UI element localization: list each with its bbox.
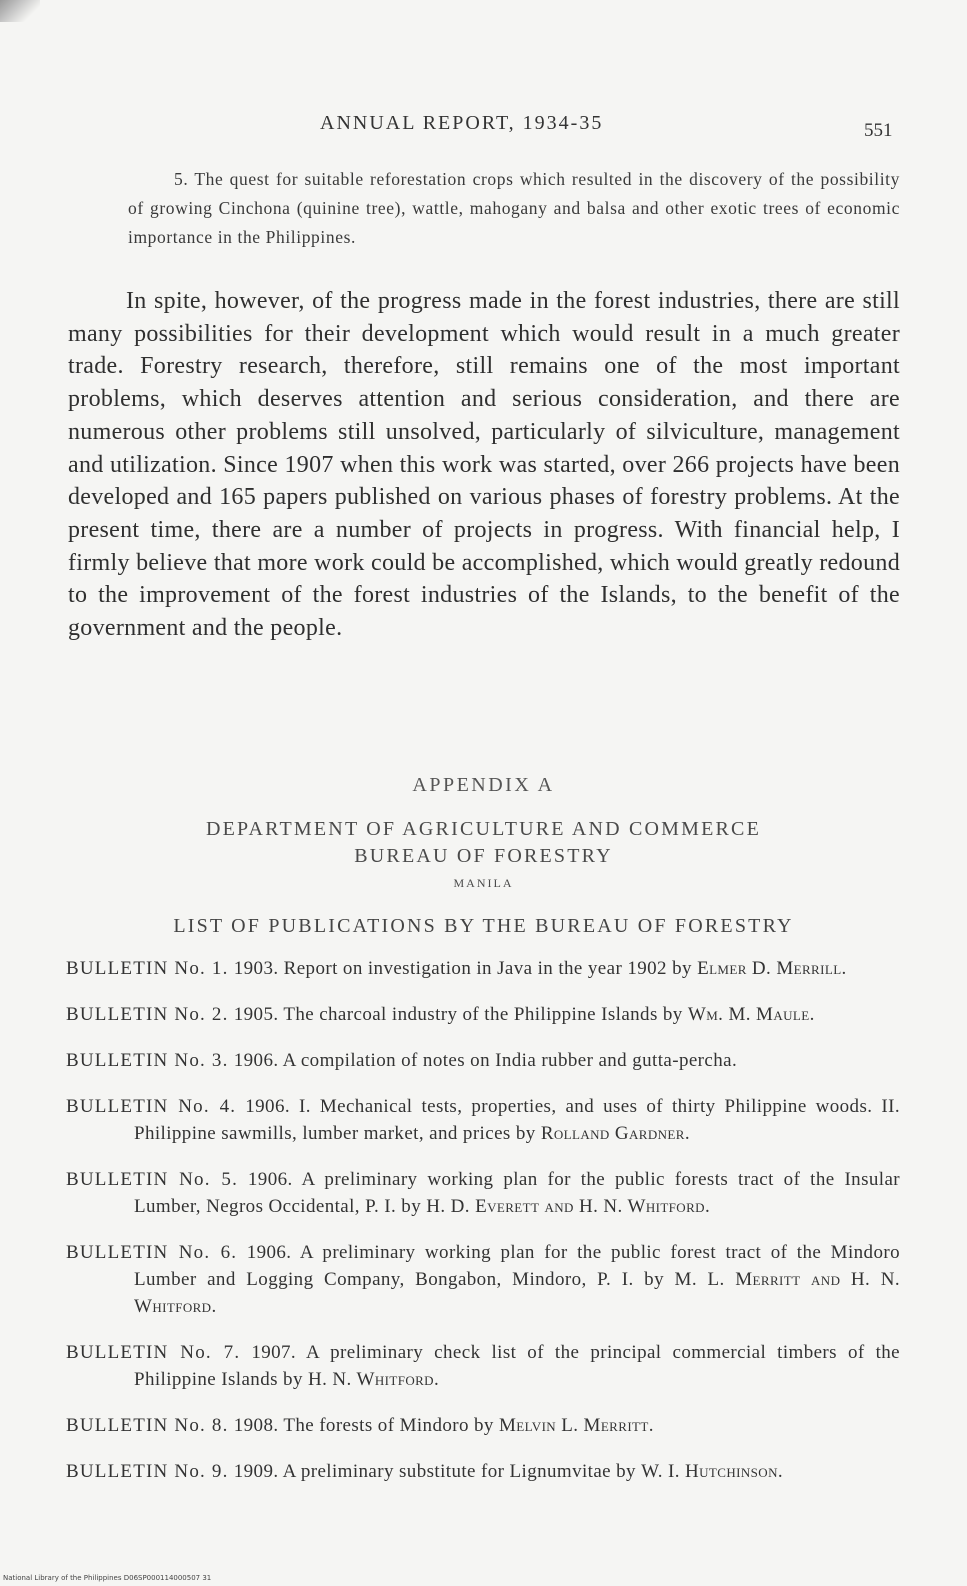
bulletin-author: H. D. Everett and H. N. Whitford.	[426, 1196, 711, 1217]
appendix-title: APPENDIX A	[412, 774, 555, 796]
bulletin-entry	[66, 1458, 900, 1485]
bulletin-author: W. I. Hutchinson.	[641, 1461, 784, 1482]
publications-list-title: LIST OF PUBLICATIONS BY THE BUREAU OF FORESTRY	[173, 915, 794, 937]
scan-corner-shadow	[0, 0, 40, 22]
bulletin-label: BULLETIN No. 9.	[66, 1461, 229, 1482]
bulletin-entry	[66, 955, 900, 982]
bulletin-author: Melvin L. Merritt.	[499, 1415, 654, 1436]
bulletin-year: 1906.	[233, 1050, 279, 1071]
bulletin-year: 1907.	[251, 1342, 297, 1363]
bulletin-entry	[66, 1001, 900, 1028]
city-heading: MANILA	[453, 876, 514, 890]
bulletin-author: Elmer D. Merrill.	[697, 958, 847, 979]
bulletin-author: Rolland Gardner.	[540, 1123, 690, 1144]
bulletin-title: A preliminary working plan for the public forests tract of the Insular Lumber, Negros Occidental, P. I. by	[134, 1169, 901, 1217]
bulletin-label: BULLETIN No. 2.	[66, 1004, 229, 1025]
bulletin-year: 1906.	[245, 1096, 290, 1117]
bulletin-entry	[66, 1047, 900, 1074]
bulletin-year: 1906.	[246, 1242, 292, 1263]
bulletin-entry	[66, 1093, 900, 1147]
bulletin-label: BULLETIN No. 5.	[66, 1169, 239, 1190]
running-title: ANNUAL REPORT, 1934-35	[320, 112, 604, 134]
bulletin-title: The charcoal industry of the Philippine Islands by	[283, 1004, 683, 1025]
main-paragraph: In spite, however, of the progress made in the forest industries, there are still many possibilities for their development which would result in a much greater trade. Forestry research, therefore, still remains one of the most important problems, which deserves attention and serious consideration, and there are numerous other problems still unsolved, particularly of silviculture, management and utilization. Since 1907 when this work was started, over 266 projects have been developed and 165 papers published on various phases of forestry problems. At the present time, there are a number of projects in progress. With financial help, I firmly believe that more work could be accomplished, which would greatly redound to the improvement of the forest industries of the Islands, to the benefit of the government and the people.	[68, 288, 900, 642]
bulletin-entry	[66, 1339, 900, 1393]
bulletin-entry	[66, 1166, 900, 1220]
bulletin-title: A compilation of notes on India rubber and gutta-percha.	[282, 1050, 738, 1071]
bulletin-year: 1905.	[233, 1004, 279, 1025]
department-heading: DEPARTMENT OF AGRICULTURE AND COMMERCE	[205, 818, 762, 840]
bulletin-title: A preliminary substitute for Lignumvitae by	[282, 1461, 636, 1482]
numbered-item-5: 5. The quest for suitable reforestation crops which resulted in the discovery of the possibility of growing Cinchona (quinine tree), wattle, mahogany and balsa and other exotic trees of economic importance in the Philippines.	[128, 169, 900, 247]
scan-source-label: National Library of the Philippines D06SP000114000507 31	[3, 1574, 212, 1582]
bulletin-author: H. N. Whitford.	[308, 1369, 440, 1390]
bulletin-title: A preliminary check list of the principal commercial timbers of the Philippine Islands by	[134, 1342, 901, 1390]
bulletin-label: BULLETIN No. 8.	[66, 1415, 229, 1436]
bulletin-label: BULLETIN No. 1.	[66, 958, 229, 979]
bulletin-year: 1909.	[233, 1461, 279, 1482]
bulletin-title: Report on investigation in Java in the year 1902 by	[283, 958, 692, 979]
bulletin-year: 1908.	[233, 1415, 279, 1436]
bulletin-entry	[66, 1239, 900, 1320]
bulletin-list	[66, 955, 900, 1488]
bulletin-label: BULLETIN No. 7.	[66, 1342, 241, 1363]
bulletin-entry	[66, 1412, 900, 1439]
bulletin-author: M. L. Merritt and H. N. Whitford.	[134, 1269, 901, 1317]
bulletin-title: The forests of Mindoro by	[283, 1415, 494, 1436]
bulletin-title: A preliminary working plan for the public forest tract of the Mindoro Lumber and Logging Company, Bongabon, Mindoro, P. I. by	[134, 1242, 900, 1290]
bulletin-label: BULLETIN No. 4.	[66, 1096, 237, 1117]
bureau-heading: BUREAU OF FORESTRY	[354, 845, 613, 867]
bulletin-label: BULLETIN No. 3.	[66, 1050, 229, 1071]
bulletin-year: 1903.	[233, 958, 279, 979]
page-number: 551	[864, 120, 893, 141]
bulletin-title: I. Mechanical tests, properties, and uses of thirty Philippine woods. II. Philippine sawmills, lumber market, and prices by	[134, 1096, 900, 1144]
bulletin-year: 1906.	[247, 1169, 293, 1190]
bulletin-label: BULLETIN No. 6.	[66, 1242, 238, 1263]
bulletin-author: Wm. M. Maule.	[687, 1004, 815, 1025]
